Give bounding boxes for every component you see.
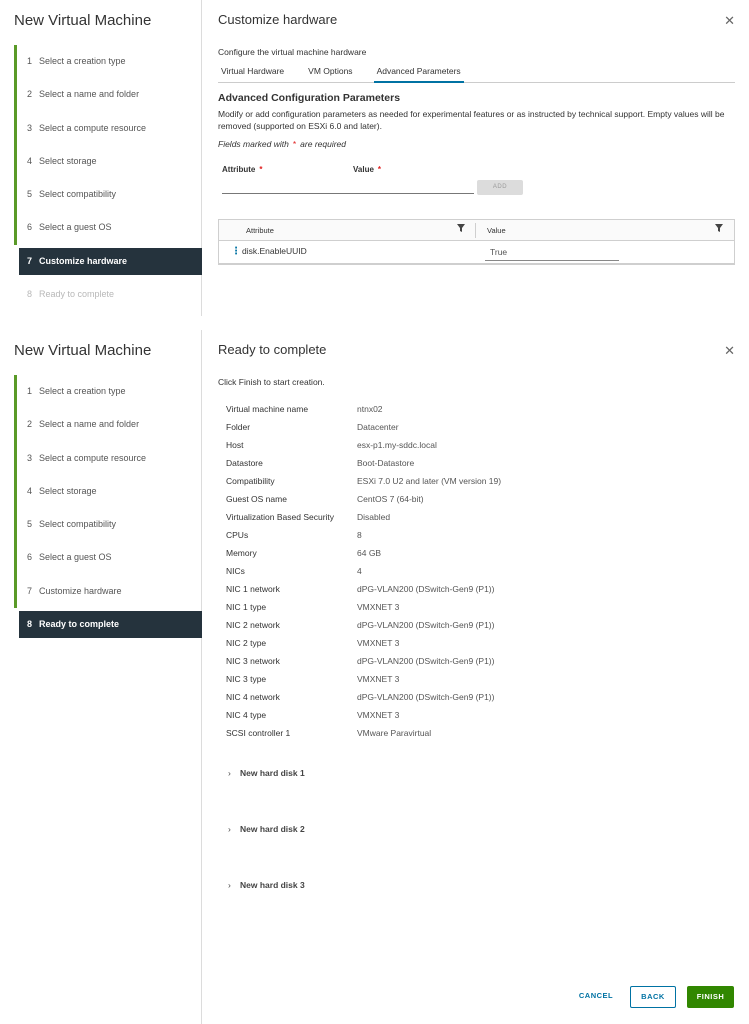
summary-value: ESXi 7.0 U2 and later (VM version 19) [357,476,502,486]
back-button[interactable]: BACK [630,986,676,1008]
summary-row [226,598,735,616]
attribute-field-label [222,165,266,174]
summary-key: NIC 4 type [226,710,267,720]
required-prefix: Fields marked with [218,139,289,149]
disk-label: New hard disk 3 [240,880,305,890]
summary-key: NICs [226,566,245,576]
step-number: 4 [27,485,33,496]
summary-value: 64 GB [357,548,382,558]
summary-value: dPG-VLAN200 (DSwitch-Gen9 (P1)) [357,620,495,630]
wizard-step-1[interactable] [14,45,202,78]
summary-value: VMXNET 3 [357,602,400,612]
summary-row [226,688,735,706]
summary-key: NIC 1 network [226,584,280,594]
intro-text: Click Finish to start creation. [218,377,325,387]
cancel-button[interactable]: CANCEL [578,991,614,1000]
wizard-content [218,0,735,316]
column-divider[interactable] [475,223,476,238]
summary-value: dPG-VLAN200 (DSwitch-Gen9 (P1)) [357,656,495,666]
step-label: Ready to complete [39,619,120,630]
summary-key: Compatibility [226,476,275,486]
summary-value: 8 [357,530,362,540]
required-star: * [292,139,297,149]
summary-value: esx-p1.my-sddc.local [357,440,437,450]
wizard-step-5[interactable] [14,508,202,541]
attribute-label-text: Attribute [222,165,256,174]
tab-vm-options[interactable]: VM Options [308,66,353,76]
summary-row [226,670,735,688]
grid-header [219,220,734,241]
wizard-step-7[interactable] [19,248,202,275]
step-number: 7 [27,255,33,266]
wizard-step-4[interactable] [14,475,202,508]
tab-bar [218,65,735,83]
summary-value: Boot-Datastore [357,458,415,468]
page-title: Customize hardware [218,12,338,27]
summary-value: VMware Paravirtual [357,728,432,738]
step-number: 2 [27,419,33,430]
wizard-steps [14,375,202,641]
summary-value: Datacenter [357,422,399,432]
step-number: 3 [27,452,33,463]
wizard-steps [14,45,202,311]
wizard-step-6[interactable] [14,541,202,574]
wizard-sidebar [0,330,202,1024]
wizard-step-7[interactable] [14,575,202,608]
summary-row [226,508,735,526]
disk-expander-2[interactable] [228,824,305,834]
step-number: 8 [27,288,33,299]
step-label: Select a name and folder [39,419,140,430]
summary-key: NIC 2 network [226,620,280,630]
step-number: 4 [27,155,33,166]
summary-key: NIC 4 network [226,692,280,702]
step-label: Select compatibility [39,189,117,200]
summary-list [226,400,735,742]
chevron-right-icon: › [228,824,231,834]
row-value-input[interactable]: True [485,245,619,261]
summary-value: Disabled [357,512,391,522]
summary-value: dPG-VLAN200 (DSwitch-Gen9 (P1)) [357,692,495,702]
summary-key: Host [226,440,244,450]
step-label: Select storage [39,485,97,496]
filter-icon[interactable] [715,224,723,236]
summary-key: Virtual machine name [226,404,309,414]
summary-value: VMXNET 3 [357,674,400,684]
summary-key: Folder [226,422,251,432]
summary-value: VMXNET 3 [357,638,400,648]
step-label: Customize hardware [39,585,122,596]
step-number: 6 [27,552,33,563]
summary-row [226,436,735,454]
summary-row [226,724,735,742]
wizard-title: New Virtual Machine [14,342,152,359]
required-star: * [377,165,382,174]
summary-row [226,580,735,598]
wizard-content [218,330,735,1024]
step-label: Select compatibility [39,519,117,530]
wizard-step-4[interactable] [14,145,202,178]
summary-key: SCSI controller 1 [226,728,291,738]
summary-key: Virtualization Based Security [226,512,335,522]
summary-value: CentOS 7 (64-bit) [357,494,424,504]
summary-row [226,526,735,544]
wizard-step-3[interactable] [14,442,202,475]
summary-row [226,562,735,580]
step-number: 8 [27,619,33,630]
tab-virtual-hardware[interactable]: Virtual Hardware [221,66,285,76]
summary-row [226,652,735,670]
disk-label: New hard disk 1 [240,768,305,778]
wizard-title: New Virtual Machine [14,12,152,29]
summary-row [226,616,735,634]
summary-key: NIC 3 network [226,656,280,666]
step-number: 2 [27,89,33,100]
add-button[interactable]: ADD [477,180,523,195]
step-number: 3 [27,122,33,133]
wizard-step-5[interactable] [14,178,202,211]
summary-row [226,706,735,724]
step-label: Ready to complete [39,288,115,299]
summary-value: ntnx02 [357,404,383,414]
disk-label: New hard disk 2 [240,824,305,834]
step-label: Select a name and folder [39,89,140,100]
row-attribute: disk.EnableUUID [242,246,307,256]
section-title: Advanced Configuration Parameters [218,92,401,104]
step-label: Select a guest OS [39,222,112,233]
wizard-step-2[interactable] [14,408,202,441]
chevron-right-icon: › [228,768,231,778]
step-number: 5 [27,189,33,200]
wizard-step-6[interactable] [14,211,202,244]
summary-row [226,634,735,652]
step-label: Select a compute resource [39,122,147,133]
summary-key: Memory [226,548,257,558]
chevron-right-icon: › [228,880,231,890]
column-header-value[interactable]: Value [487,226,506,235]
summary-row [226,472,735,490]
summary-value: 4 [357,566,362,576]
wizard-step-8 [14,278,202,311]
required-star: * [259,165,263,174]
customize-hardware-dialog [0,0,749,316]
filter-icon[interactable] [457,224,465,236]
ready-to-complete-dialog [0,330,749,1024]
page-subtitle: Configure the virtual machine hardware [218,47,367,57]
wizard-sidebar [0,0,202,316]
summary-key: Datastore [226,458,263,468]
step-number: 6 [27,222,33,233]
summary-key: Guest OS name [226,494,287,504]
close-icon[interactable]: ✕ [724,13,735,28]
section-description: Modify or add configuration parameters as needed for experimental features or as instructed by technical support. Empty values will be removed (supported on ESXi 6.0 and later). [218,109,725,131]
summary-row [226,454,735,472]
step-label: Select a compute resource [39,452,147,463]
step-label: Customize hardware [39,255,128,266]
value-field-label [353,165,385,174]
wizard-step-3[interactable] [14,112,202,145]
disk-expander-3[interactable] [228,880,305,890]
table-row [219,241,734,264]
step-number: 1 [27,386,33,396]
summary-row [226,490,735,508]
step-number: 7 [27,585,33,596]
value-label-text: Value [353,165,374,174]
required-note [218,139,346,149]
wizard-step-2[interactable] [14,78,202,111]
column-header-attribute[interactable]: Attribute [246,226,274,235]
step-label: Select a creation type [39,386,126,396]
kebab-menu-icon[interactable]: ⋮ [231,246,241,257]
attribute-value-input[interactable] [222,193,474,194]
summary-value: dPG-VLAN200 (DSwitch-Gen9 (P1)) [357,584,495,594]
step-label: Select a creation type [39,56,126,66]
summary-row [226,418,735,436]
summary-key: NIC 1 type [226,602,267,612]
finish-button[interactable]: FINISH [687,986,734,1008]
summary-row [226,544,735,562]
step-label: Select a guest OS [39,552,112,563]
page-title: Ready to complete [218,342,327,357]
wizard-step-1[interactable] [14,375,202,408]
step-number: 5 [27,519,33,530]
wizard-step-8[interactable] [19,611,202,638]
summary-key: NIC 3 type [226,674,267,684]
summary-key: NIC 2 type [226,638,267,648]
step-label: Select storage [39,155,97,166]
summary-key: CPUs [226,530,249,540]
disk-expander-1[interactable] [228,768,305,778]
tab-advanced-parameters[interactable]: Advanced Parameters [374,65,464,83]
parameters-grid [218,219,735,265]
required-suffix: are required [300,139,347,149]
step-number: 1 [27,56,33,66]
summary-row [226,400,735,418]
summary-value: VMXNET 3 [357,710,400,720]
close-icon[interactable]: ✕ [724,343,735,358]
